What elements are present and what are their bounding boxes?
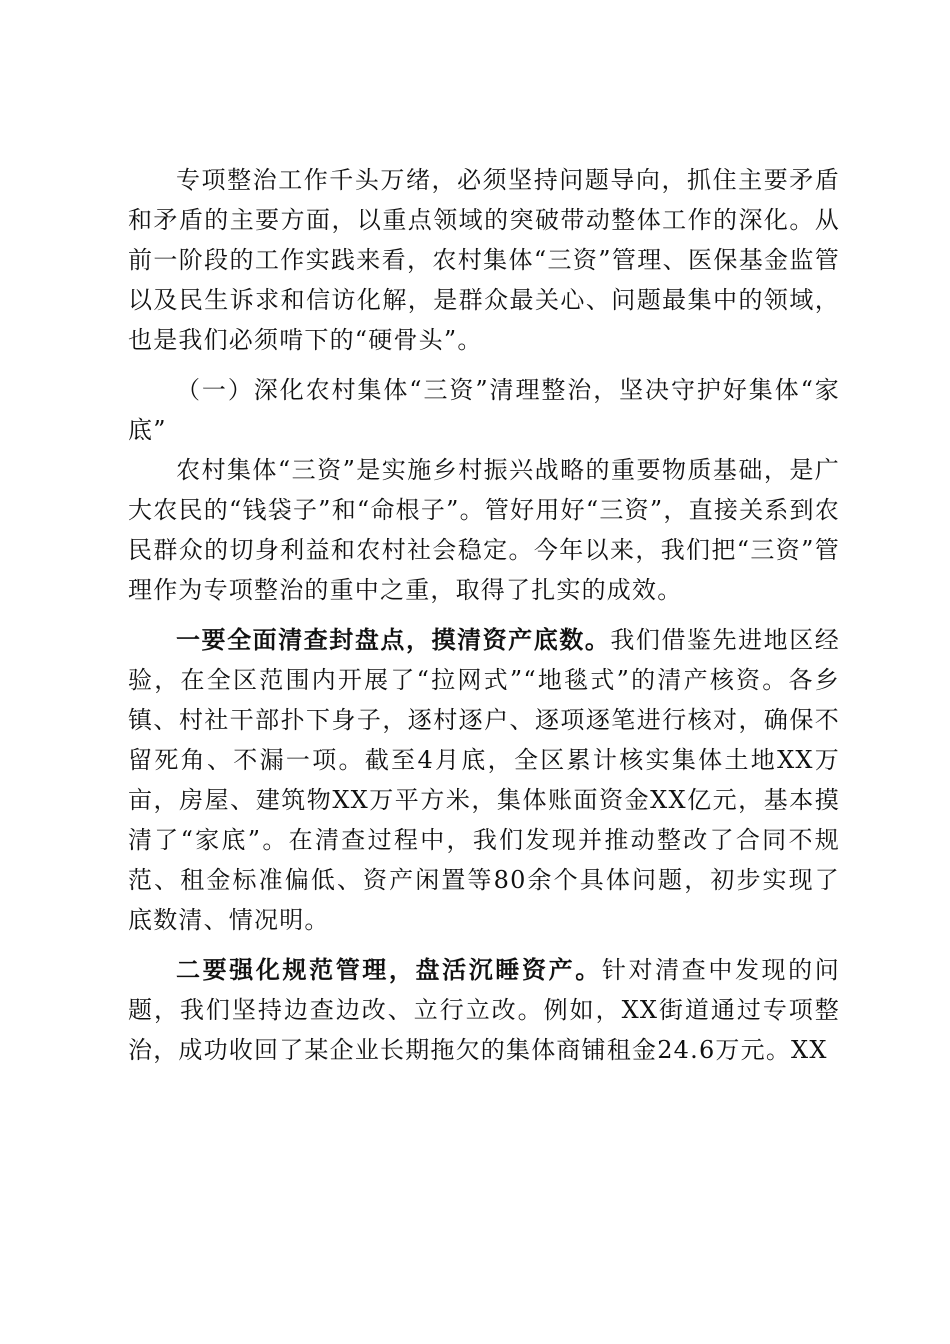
- paragraph-full-inventory-lead: 一要全面清查封盘点，摸清资产底数。: [176, 625, 611, 654]
- section-heading-one-text: （一）深化农村集体“三资”清理整治，坚决守护好集体“家底”: [128, 376, 840, 444]
- document-body: [128, 160, 840, 1080]
- paragraph-intro: [128, 160, 840, 360]
- paragraph-sanzi-importance-text: 农村集体“三资”是实施乡村振兴战略的重要物质基础，是广大农民的“钱袋子”和“命根子”。管好用好“三资”，直接关系到农民群众的切身利益和农村社会稳定。今年以来，我们把“三资”管理作为专项整治的重中之重，取得了扎实的成效。: [128, 456, 840, 604]
- paragraph-full-inventory: [128, 620, 840, 940]
- section-heading-one: [128, 370, 840, 450]
- paragraph-standardize-management: [128, 950, 840, 1070]
- paragraph-full-inventory-text: 我们借鉴先进地区经验，在全区范围内开展了“拉网式”“地毯式”的清产核资。各乡镇、村社干部扑下身子，逐村逐户、逐项逐笔进行核对，确保不留死角、不漏一项。截至4月底，全区累计核实集体土地XX万亩，房屋、建筑物XX万平方米，集体账面资金XX亿元，基本摸清了“家底”。在清查过程中，我们发现并推动整改了合同不规范、租金标准偏低、资产闲置等80余个具体问题，初步实现了底数清、情况明。: [128, 626, 840, 934]
- paragraph-standardize-management-lead: 二要强化规范管理，盘活沉睡资产。: [176, 955, 602, 984]
- paragraph-intro-text: 专项整治工作千头万绪，必须坚持问题导向，抓住主要矛盾和矛盾的主要方面，以重点领域的突破带动整体工作的深化。从前一阶段的工作实践来看，农村集体“三资”管理、医保基金监管以及民生诉求和信访化解，是群众最关心、问题最集中的领域，也是我们必须啃下的“硬骨头”。: [128, 166, 840, 354]
- paragraph-standardize-management-text: 针对清查中发现的问题，我们坚持边查边改、立行立改。例如，XX街道通过专项整治，成功收回了某企业长期拖欠的集体商铺租金24.6万元。XX: [128, 956, 840, 1064]
- paragraph-sanzi-importance: [128, 450, 840, 610]
